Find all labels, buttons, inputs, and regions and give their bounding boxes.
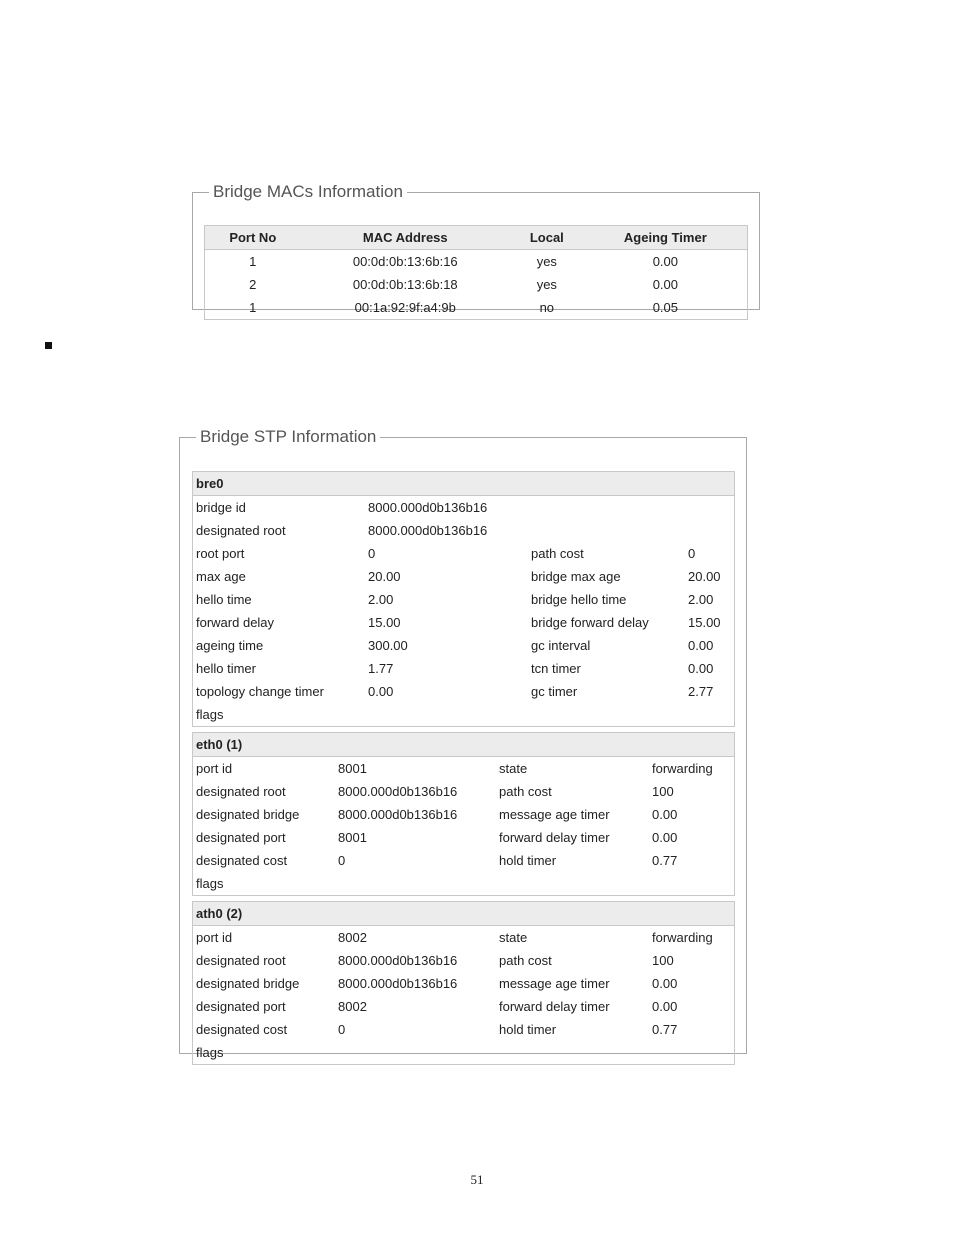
info-row xyxy=(193,757,734,780)
bridge-macs-title: Bridge MACs Information xyxy=(213,182,403,201)
field-label: designated port xyxy=(196,830,286,845)
field-value: 0 xyxy=(368,546,376,561)
info-row xyxy=(193,949,734,972)
bridge-stp-title: Bridge STP Information xyxy=(200,427,377,446)
info-row xyxy=(193,611,734,634)
field-label: bridge max age xyxy=(531,569,621,584)
field-value: 0.00 xyxy=(652,807,678,822)
column-header-ageing-timer: Ageing Timer xyxy=(584,226,748,250)
info-row xyxy=(193,780,734,803)
field-value: 8001 xyxy=(338,761,367,776)
table-row xyxy=(205,273,748,296)
field-label: topology change timer xyxy=(196,684,324,699)
field-label: hello time xyxy=(196,592,252,607)
field-value: 0.00 xyxy=(652,999,678,1014)
field-label: forward delay timer xyxy=(499,999,610,1014)
info-row xyxy=(193,703,734,726)
field-value: 2.00 xyxy=(368,592,394,607)
field-label: state xyxy=(499,930,528,945)
field-value: forwarding xyxy=(652,761,713,776)
field-value: 8002 xyxy=(338,999,367,1014)
info-row xyxy=(193,680,734,703)
info-row xyxy=(193,826,734,849)
page-number: 51 xyxy=(470,1172,484,1187)
stp-section-port-eth0 xyxy=(192,732,735,896)
bridge-macs-table xyxy=(204,225,748,320)
field-label: tcn timer xyxy=(531,661,581,676)
field-value: 8002 xyxy=(338,930,367,945)
field-value: 8000.000d0b136b16 xyxy=(338,807,458,822)
field-value: 0.00 xyxy=(652,976,678,991)
bullet-square-icon xyxy=(45,342,52,349)
cell-local: yes xyxy=(536,277,557,292)
info-row xyxy=(193,1018,734,1041)
info-row xyxy=(193,972,734,995)
column-header-local: Local xyxy=(510,226,584,250)
cell-port-no: 1 xyxy=(249,300,257,315)
field-label: max age xyxy=(196,569,246,584)
field-value: 1.77 xyxy=(368,661,394,676)
field-label: designated root xyxy=(196,953,286,968)
field-label: hello timer xyxy=(196,661,256,676)
column-header-mac-address: MAC Address xyxy=(301,226,510,250)
field-value: 100 xyxy=(652,953,674,968)
table-row xyxy=(205,250,748,274)
field-label: port id xyxy=(196,930,233,945)
field-value: 20.00 xyxy=(368,569,401,584)
info-row xyxy=(193,634,734,657)
field-value: 100 xyxy=(652,784,674,799)
field-label: forward delay xyxy=(196,615,275,630)
field-label: path cost xyxy=(531,546,584,561)
field-value: 300.00 xyxy=(368,638,408,653)
info-row xyxy=(193,496,734,519)
cell-port-no: 1 xyxy=(249,254,257,269)
info-row xyxy=(193,803,734,826)
bridge-rows xyxy=(193,496,734,726)
field-value: 8000.000d0b136b16 xyxy=(338,953,458,968)
info-row xyxy=(193,565,734,588)
field-value: 0 xyxy=(338,1022,346,1037)
field-label: designated bridge xyxy=(196,807,300,822)
bridge-macs-panel xyxy=(192,182,760,315)
field-label: hold timer xyxy=(499,853,557,868)
field-label: designated root xyxy=(196,523,286,538)
cell-port-no: 2 xyxy=(249,277,257,292)
field-label: designated cost xyxy=(196,853,288,868)
cell-mac-address: 00:1a:92:9f:a4:9b xyxy=(354,300,456,315)
cell-mac-address: 00:0d:0b:13:6b:16 xyxy=(352,254,458,269)
field-value: 0.77 xyxy=(652,1022,678,1037)
field-label: flags xyxy=(196,876,224,891)
field-value: 2.00 xyxy=(688,592,714,607)
section-header: ath0 (2) xyxy=(193,902,734,926)
info-row xyxy=(193,542,734,565)
stp-section-bridge xyxy=(192,471,735,727)
cell-local: yes xyxy=(536,254,557,269)
section-header: eth0 (1) xyxy=(193,733,734,757)
cell-ageing-timer: 0.00 xyxy=(652,277,678,292)
field-value: 15.00 xyxy=(368,615,401,630)
field-label: gc interval xyxy=(531,638,591,653)
field-label: path cost xyxy=(499,784,552,799)
field-value: 2.77 xyxy=(688,684,714,699)
field-label: ageing time xyxy=(196,638,264,653)
field-label: path cost xyxy=(499,953,552,968)
bridge-stp-panel xyxy=(179,427,747,1060)
field-value: 0.00 xyxy=(688,661,714,676)
field-label: bridge id xyxy=(196,500,246,515)
field-label: forward delay timer xyxy=(499,830,610,845)
field-label: state xyxy=(499,761,528,776)
field-value: 0 xyxy=(688,546,696,561)
stp-section-port-ath0 xyxy=(192,901,735,1065)
field-value: 0.00 xyxy=(688,638,714,653)
info-row xyxy=(193,657,734,680)
info-row xyxy=(193,995,734,1018)
field-value: 8000.000d0b136b16 xyxy=(338,784,458,799)
info-row xyxy=(193,1041,734,1064)
table-header-row xyxy=(205,226,748,250)
port-rows xyxy=(193,926,734,1064)
field-value: 15.00 xyxy=(688,615,721,630)
field-value: 0.00 xyxy=(368,684,394,699)
info-row xyxy=(193,588,734,611)
field-value: 0.00 xyxy=(652,830,678,845)
field-label: hold timer xyxy=(499,1022,557,1037)
field-label: bridge forward delay xyxy=(531,615,649,630)
field-value: 0.77 xyxy=(652,853,678,868)
field-label: designated root xyxy=(196,784,286,799)
table-row xyxy=(205,296,748,320)
field-label: designated port xyxy=(196,999,286,1014)
field-label: gc timer xyxy=(531,684,578,699)
field-label: message age timer xyxy=(499,807,610,822)
cell-local: no xyxy=(539,300,555,315)
field-value: 8000.000d0b136b16 xyxy=(368,523,488,538)
cell-ageing-timer: 0.00 xyxy=(652,254,678,269)
field-label: bridge hello time xyxy=(531,592,627,607)
field-label: designated cost xyxy=(196,1022,288,1037)
field-value: 20.00 xyxy=(688,569,721,584)
field-value: 8001 xyxy=(338,830,367,845)
info-row xyxy=(193,872,734,895)
section-header: bre0 xyxy=(193,472,734,496)
field-value: 0 xyxy=(338,853,346,868)
field-label: root port xyxy=(196,546,245,561)
field-value: 8000.000d0b136b16 xyxy=(338,976,458,991)
info-row xyxy=(193,926,734,949)
info-row xyxy=(193,849,734,872)
field-value: 8000.000d0b136b16 xyxy=(368,500,488,515)
cell-mac-address: 00:0d:0b:13:6b:18 xyxy=(352,277,458,292)
field-label: message age timer xyxy=(499,976,610,991)
field-label: flags xyxy=(196,707,224,722)
field-value: forwarding xyxy=(652,930,713,945)
column-header-port-no: Port No xyxy=(205,226,301,250)
cell-ageing-timer: 0.05 xyxy=(652,300,678,315)
field-label: flags xyxy=(196,1045,224,1060)
port-rows xyxy=(193,757,734,895)
field-label: port id xyxy=(196,761,233,776)
field-label: designated bridge xyxy=(196,976,300,991)
info-row xyxy=(193,519,734,542)
